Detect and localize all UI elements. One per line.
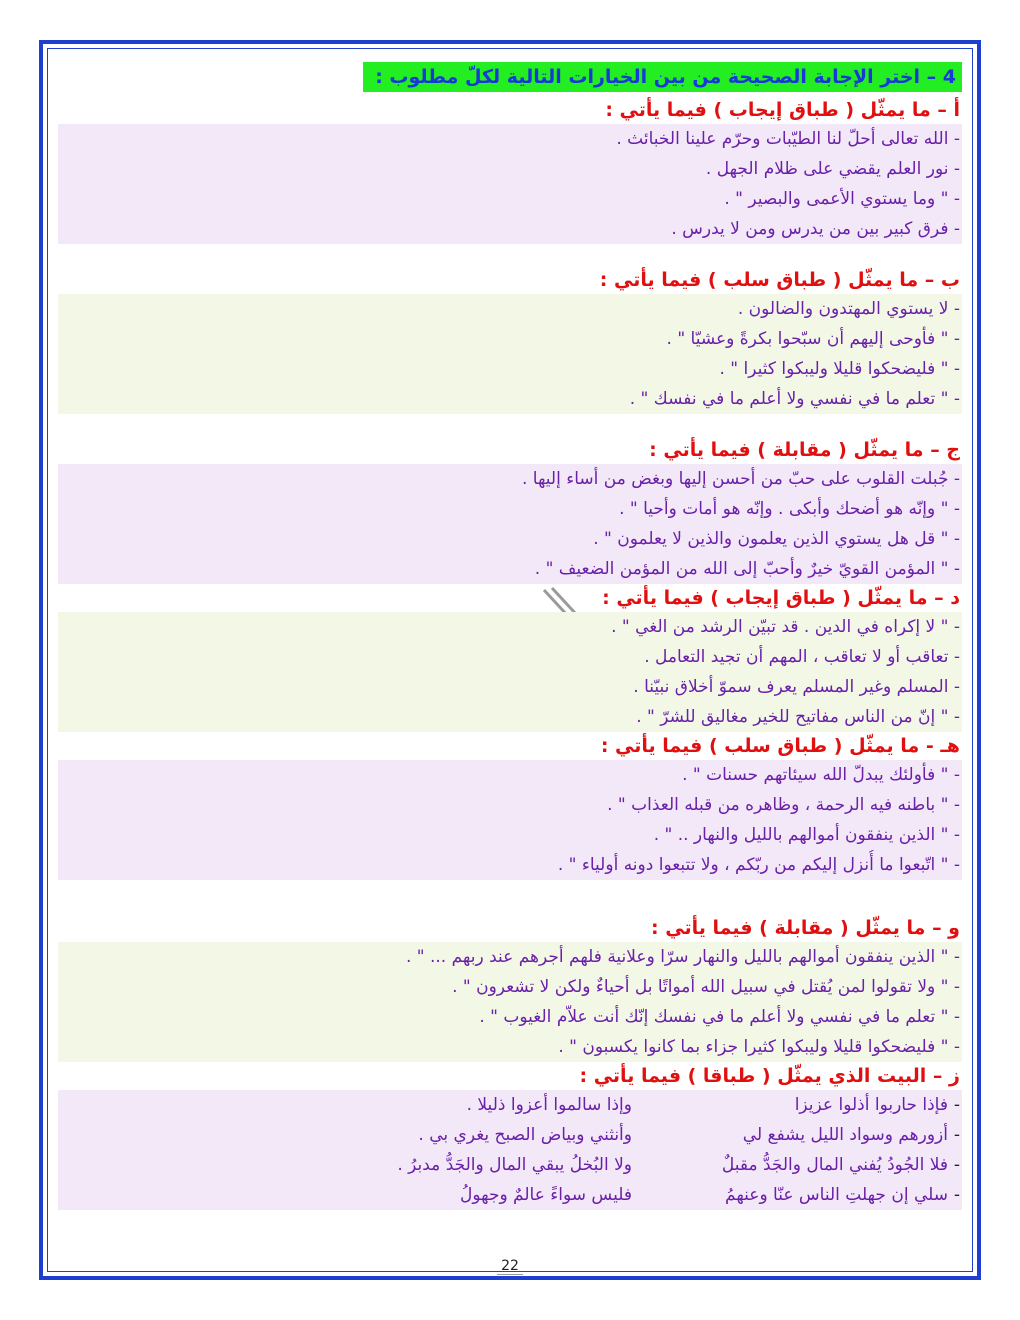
item-list	[58, 294, 962, 414]
list-item: - " تعلم ما في نفسي ولا أعلم ما في نفسك " .	[629, 389, 960, 409]
bullet-dash: -	[953, 1095, 960, 1115]
verse-first-hemistich: سلي إن جهلتِ الناس عنّا وعنهمُ	[725, 1185, 948, 1205]
verse-first-hemistich: فإذا حاربوا أذلوا عزيزا	[794, 1095, 948, 1115]
verse-second-hemistich: وإذا سالموا أعزوا ذليلا .	[466, 1095, 632, 1115]
section-heading: و – ما يمثّل ( مقابلة ) فيما يأتي :	[651, 917, 960, 939]
list-item: - " لا إكراه في الدين . قد تبيّن الرشد من الغي " .	[611, 617, 960, 637]
list-item: - جُبلت القلوب على حبّ من أحسن إليها وبغض من أساء إليها .	[521, 469, 960, 489]
verse-row	[58, 1180, 962, 1210]
list-item: - " وما يستوي الأعمى والبصير " .	[724, 189, 960, 209]
list-item: - " إنّ من الناس مفاتيح للخير مغاليق للشرّ " .	[636, 707, 960, 727]
item-list	[58, 760, 962, 880]
spacer	[58, 244, 962, 266]
section-heading: د – ما يمثّل ( طباق إيجاب ) فيما يأتي :	[602, 587, 960, 609]
bullet-dash: -	[953, 1125, 960, 1145]
list-item: - الله تعالى أحلّ لنا الطيّبات وحرّم علينا الخبائث .	[616, 129, 960, 149]
verse-second-hemistich: فليس سواءً عالمٌ وجهولُ	[459, 1185, 632, 1205]
section-heading: أ – ما يمثّل ( طباق إيجاب ) فيما يأتي :	[605, 99, 960, 121]
verse-row	[58, 1150, 962, 1180]
list-item: - " اتّبعوا ما أُنزل إليكم من ربّكم ، ولا تتبعوا دونه أولياء " .	[557, 855, 960, 875]
list-item: - نور العلم يقضي على ظلام الجهل .	[705, 159, 960, 179]
section-heading: ج – ما يمثّل ( مقابلة ) فيما يأتي :	[649, 439, 960, 461]
list-item: - " قل هل يستوي الذين يعلمون والذين لا يعلمون " .	[593, 529, 960, 549]
section-f	[58, 914, 962, 1062]
list-item: - " فليضحكوا قليلا وليبكوا كثيرا جزاء بما كانوا يكسبون " .	[558, 1037, 960, 1057]
list-item: - " الذين ينفقون أموالهم بالليل والنهار .. " .	[653, 825, 960, 845]
list-item: - " ولا تقولوا لمن يُقتل في سبيل الله أمواتًا بل أحياءٌ ولكن لا تشعرون " .	[452, 977, 960, 997]
list-item: - " فأولئك يبدلّ الله سيئاتهم حسنات " .	[682, 765, 960, 785]
section-heading: ب – ما يمثّل ( طباق سلب ) فيما يأتي :	[599, 269, 960, 291]
verse-first-hemistich: أزورهم وسواد الليل يشفع لي	[742, 1125, 948, 1145]
verse-second-hemistich: ولا البُخلُ يبقي المال والجَدُّ مدبرُ .	[397, 1155, 632, 1175]
list-item: - المسلم وغير المسلم يعرف سموّ أخلاق نبيّنا .	[633, 677, 960, 697]
spacer	[58, 414, 962, 436]
section-heading: هـ - ما يمثّل ( طباق سلب ) فيما يأتي :	[600, 735, 960, 757]
verse-second-hemistich: وأنثني وبياض الصبح يغري بي .	[418, 1125, 632, 1145]
spacer	[58, 880, 962, 914]
section-g	[58, 1062, 962, 1210]
bullet-dash: -	[953, 1185, 960, 1205]
verse-list	[58, 1090, 962, 1210]
page-number-text: 22	[497, 1258, 523, 1275]
bullet-dash: -	[953, 1155, 960, 1175]
list-item: - " تعلم ما في نفسي ولا أعلم ما في نفسك إنّك أنت علاّم الغيوب " .	[479, 1007, 960, 1027]
item-list	[58, 612, 962, 732]
list-item: - " باطنه فيه الرحمة ، وظاهره من قبله العذاب " .	[607, 795, 960, 815]
list-item: - " فليضحكوا قليلا وليبكوا كثيرا " .	[719, 359, 960, 379]
exercise-content	[58, 62, 962, 1210]
verse-row	[58, 1090, 962, 1120]
verse-row	[58, 1120, 962, 1150]
item-list	[58, 464, 962, 584]
item-list	[58, 124, 962, 244]
section-b	[58, 266, 962, 414]
list-item: - فرق كبير بين من يدرس ومن لا يدرس .	[671, 219, 960, 239]
list-item: - تعاقب أو لا تعاقب ، المهم أن تجيد التعامل .	[644, 647, 960, 667]
item-list	[58, 942, 962, 1062]
list-item: - " الذين ينفقون أموالهم بالليل والنهار سرّا وعلانية فلهم أجرهم عند ربهم ... " .	[405, 947, 960, 967]
section-d	[58, 584, 962, 732]
exercise-title: 4 – اختر الإجابة الصحيحة من بين الخيارات التالية لكلّ مطلوب :	[363, 62, 962, 92]
section-c	[58, 436, 962, 584]
section-e	[58, 732, 962, 880]
page-number	[0, 1258, 1020, 1274]
list-item: - " المؤمن القويّ خيرٌ وأحبّ إلى الله من المؤمن الضعيف " .	[534, 559, 960, 579]
section-a	[58, 96, 962, 244]
section-heading: ز – البيت الذي يمثّل ( طباقا ) فيما يأتي :	[579, 1065, 960, 1087]
list-item: - " وإنّه هو أضحك وأبكى . وإنّه هو أمات وأحيا " .	[619, 499, 960, 519]
list-item: - " فأوحى إليهم أن سبّحوا بكرةً وعشيّا " .	[666, 329, 960, 349]
list-item: - لا يستوي المهتدون والضالون .	[737, 299, 960, 319]
verse-first-hemistich: فلا الجُودُ يُفني المال والجَدُّ مقبلٌ	[721, 1155, 948, 1175]
